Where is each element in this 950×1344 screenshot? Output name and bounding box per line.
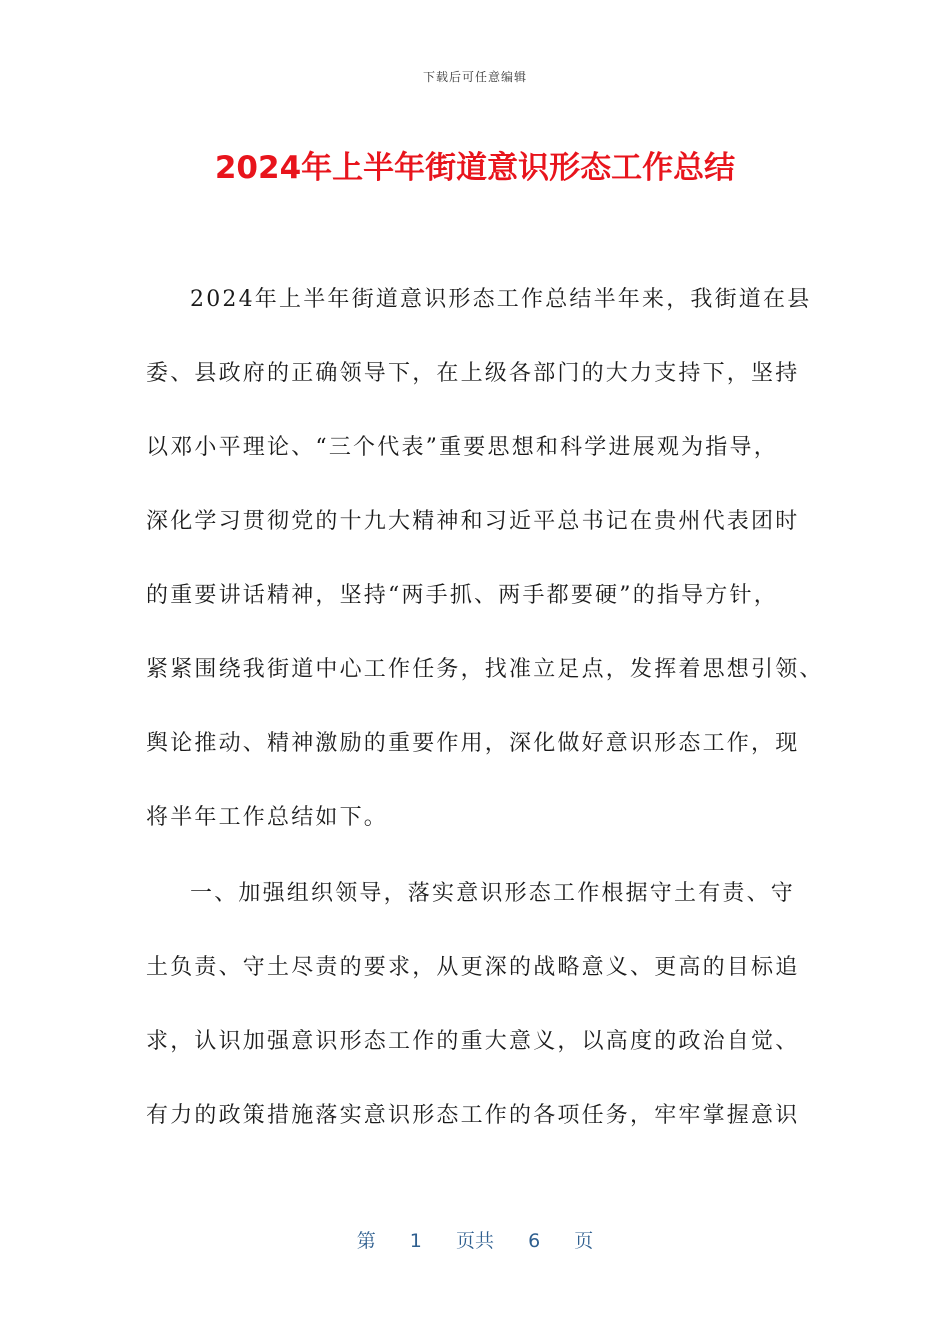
paragraph-line: 将半年工作总结如下。 [146,805,389,830]
paragraph-line: 土负责、守土尽责的要求，从更深的战略意义、更高的目标追 [146,955,800,980]
page-suffix: 页 [574,1230,594,1252]
document-title: 2024年上半年街道意识形态工作总结 [214,150,736,186]
paragraph-line: 舆论推动、精神激励的重要作用，深化做好意识形态工作，现 [146,731,800,756]
paragraph-line: 求，认识加强意识形态工作的重大意义，以高度的政治自觉、 [146,1029,800,1054]
page-total: 6 [528,1230,541,1252]
paragraph-line: 2024年上半年街道意识形态工作总结半年来，我街道在县 [190,287,812,312]
page-footer [0,1226,950,1253]
paragraph-line: 紧紧围绕我街道中心工作任务，找准立足点，发挥着思想引领、 [146,657,824,682]
page-number: 1 [409,1230,422,1252]
paragraph-line: 委、县政府的正确领导下，在上级各部门的大力支持下，坚持 [146,361,800,386]
paragraph-line: 以邓小平理论、“三个代表”重要思想和科学进展观为指导， [146,435,778,460]
paragraph-line: 有力的政策措施落实意识形态工作的各项任务，牢牢掌握意识 [146,1103,800,1128]
paragraph-line: 深化学习贯彻党的十九大精神和习近平总书记在贵州代表团时 [146,509,800,534]
paragraph-line: 一、加强组织领导，落实意识形态工作根据守土有责、守 [190,881,796,906]
page-mid: 页共 [455,1230,494,1252]
header-note: 下载后可任意编辑 [422,70,527,84]
paragraph-line: 的重要讲话精神，坚持“两手抓、两手都要硬”的指导方针， [146,583,778,608]
page-prefix: 第 [356,1230,376,1252]
